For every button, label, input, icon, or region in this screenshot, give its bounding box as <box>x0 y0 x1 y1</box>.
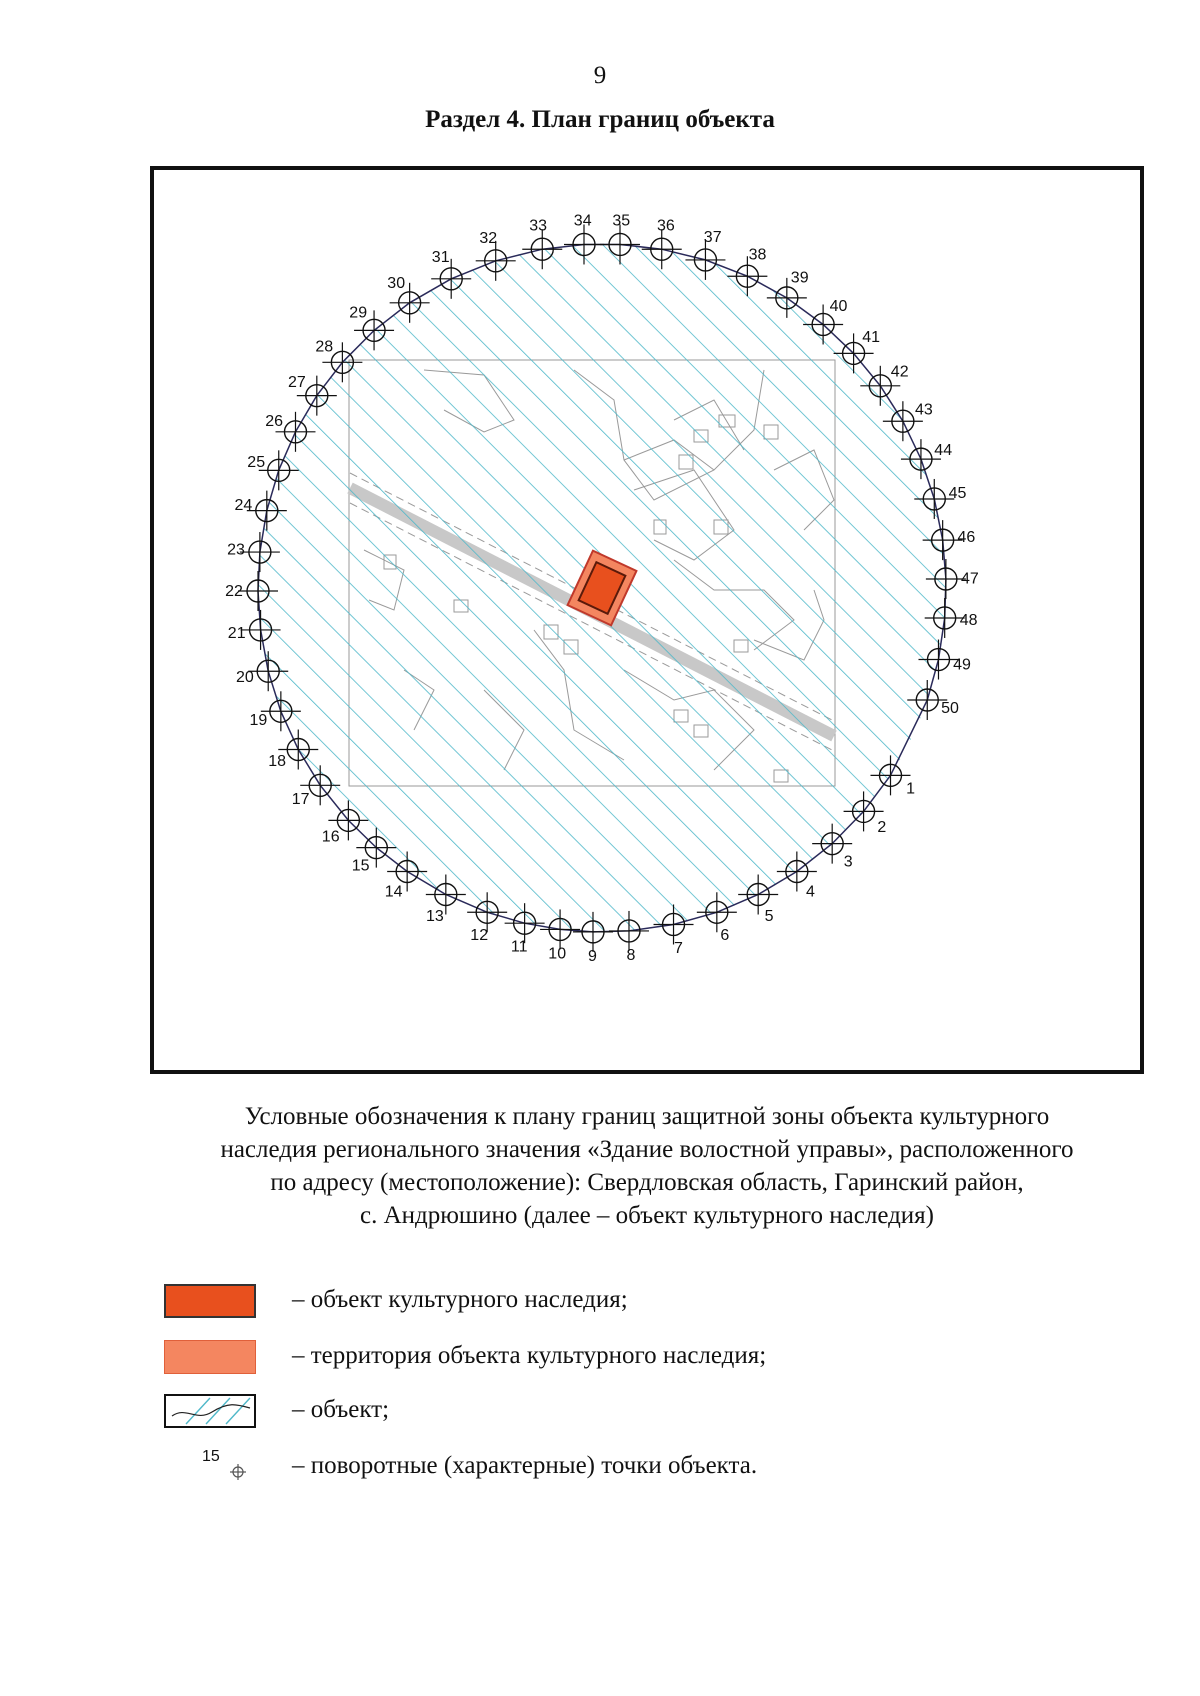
legend-item-turning-points <box>160 1448 1120 1488</box>
turning-point-label: 8 <box>626 946 636 964</box>
turning-point-label: 9 <box>587 947 597 965</box>
turning-point-label: 7 <box>674 940 683 957</box>
heritage-object-swatch <box>164 1284 256 1318</box>
turning-point-label: 28 <box>315 338 334 356</box>
turning-point-label: 37 <box>703 229 722 246</box>
turning-point-label: 40 <box>829 298 848 316</box>
legend-item-object-boundary <box>160 1392 1120 1432</box>
legend-item-heritage-territory <box>160 1338 1120 1378</box>
turning-point-label: 16 <box>321 828 340 846</box>
turning-point-label: 31 <box>431 249 450 267</box>
turning-point-label: 29 <box>349 304 368 322</box>
legend-caption-line: наследия регионального значения «Здание волостной управы», расположенного <box>220 1136 1074 1163</box>
turning-point-sample-number: 15 <box>202 1448 220 1465</box>
turning-point-label: 23 <box>227 541 245 559</box>
turning-point-label: 20 <box>236 669 254 686</box>
turning-point-label: 30 <box>387 274 406 292</box>
legend-item-label: – территория объекта культурного наследия; <box>292 1342 767 1369</box>
legend-item-heritage-object <box>160 1282 1120 1322</box>
turning-point-label: 14 <box>384 883 403 901</box>
legend-item-label: – объект; <box>292 1396 390 1423</box>
turning-point-label: 5 <box>764 907 774 925</box>
turning-point-label: 27 <box>288 374 306 392</box>
legend-caption-line: Условные обозначения к плану границ защитной зоны объекта культурного <box>244 1103 1050 1130</box>
section-title: Раздел 4. План границ объекта <box>425 106 775 133</box>
turning-point-label: 13 <box>426 907 444 925</box>
turning-point-label: 49 <box>953 656 971 674</box>
crosshair-icon <box>228 1462 248 1482</box>
turning-point-label: 44 <box>934 442 953 460</box>
turning-point-label: 4 <box>805 883 815 901</box>
turning-point-label: 42 <box>890 363 909 381</box>
turning-point-label: 39 <box>790 269 809 287</box>
turning-point-label: 21 <box>227 624 246 642</box>
map-canvas <box>154 170 1140 1070</box>
turning-point-label: 50 <box>941 699 959 717</box>
turning-point-label: 12 <box>470 926 489 944</box>
turning-point-label: 17 <box>291 791 310 809</box>
turning-point-label: 35 <box>612 212 631 230</box>
turning-point-label: 1 <box>906 780 916 798</box>
legend-caption-line: с. Андрюшино (далее – объект культурного наследия) <box>359 1202 935 1229</box>
boundary-plan-map <box>150 166 1144 1074</box>
turning-point-label: 38 <box>748 246 767 264</box>
turning-point-label: 48 <box>959 612 978 630</box>
legend-item-label: – объект культурного наследия; <box>292 1286 628 1313</box>
turning-point-label: 32 <box>479 230 498 247</box>
turning-point-label: 45 <box>948 484 967 502</box>
turning-point-label: 10 <box>548 945 567 963</box>
object-boundary-swatch <box>164 1394 256 1428</box>
legend-caption-line: по адресу (местоположение): Свердловская область, Гаринский район, <box>270 1169 1024 1196</box>
turning-point-label: 22 <box>225 583 243 601</box>
turning-point-label: 2 <box>877 819 887 836</box>
turning-point-label: 11 <box>510 938 528 956</box>
turning-point-label: 34 <box>573 212 592 230</box>
turning-point-label: 18 <box>268 752 286 770</box>
turning-point-label: 19 <box>249 711 268 729</box>
turning-point-label: 33 <box>529 217 547 235</box>
turning-point-label: 3 <box>843 853 853 871</box>
legend-item-label: – поворотные (характерные) точки объекта. <box>292 1452 758 1479</box>
turning-point-label: 47 <box>961 570 979 588</box>
turning-point-label: 46 <box>957 528 976 546</box>
turning-point-label: 25 <box>247 454 266 472</box>
turning-point-label: 26 <box>265 412 283 430</box>
heritage-territory-swatch <box>164 1340 256 1374</box>
page-number: 9 <box>593 62 607 89</box>
turning-point-label: 15 <box>351 857 370 875</box>
legend-caption <box>150 1100 1144 1232</box>
turning-point-label: 6 <box>720 926 730 944</box>
turning-point-label: 43 <box>915 401 933 419</box>
turning-point-label: 41 <box>862 329 880 346</box>
turning-point-label: 36 <box>657 217 675 235</box>
turning-point-swatch <box>164 1450 256 1484</box>
turning-point-label: 24 <box>234 497 253 515</box>
